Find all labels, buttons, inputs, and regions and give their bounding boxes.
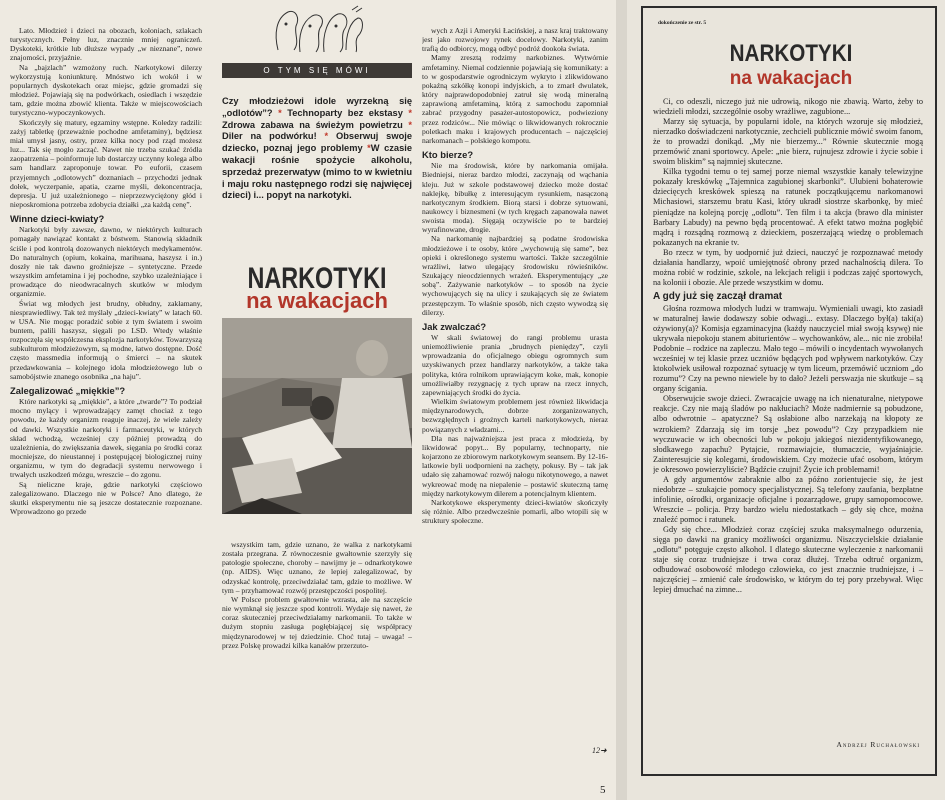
article-column-1: [10, 26, 202, 774]
section-banner: O TYM SIĘ MÓWI: [222, 63, 412, 78]
teaser-star: *: [278, 107, 288, 118]
body-paragraph: Kilka tygodni temu o tej samej porze niemal wszystkie kanały telewizyjne pokazały kreskówkę „Tajemnica zagubionej skarbonki”. Ulubieni bohaterowie dziecięcych kreskówek spieszą na ratunek początkującemu narkomanowi Michasiowi, starszemu bratu Kasi, który ukradł siostrze skarbonkę, by mieć pieniądze na kolejną porcję „odlotu”. Ten film i ta akcja (brawo dla minister Barbary Labudy) na pewno będą procentować. A efekt tatwo można pogłębić mądrą i rozsądną rozmową z dzieckiem, poszerzającą wiedzę o problemach pokazanych na ekranie tv.: [653, 167, 923, 247]
body-paragraph: Bo rzecz w tym, by uodpornić już dzieci, nauczyć je rozpoznawać metody działania handlarzy, wpoić umiejętność obrony przed nachalnością dilera. To można robić w rodzinie, szkole, na lekcjach religii i podczas zajęć sportowych, na kolonii i obozie. Ale przede wszystkim w domu.: [653, 247, 923, 287]
body-paragraph: Narkotyki były zawsze, dawno, w niektórych kulturach pomagały nawiązać kontakt z bóstwem. Stanowią składnik ściśle i pod kontrolą dozowanych niektórych medykamentów. Do naturalnych (opium, kokaina, marihuana, haszysz i in.) doszły nie tak dawno groźniejsze – syntetyczne. Przede wszystkim amfetamina i jej pochodne, szybko uzależniające i prowadzące do nieodwracalnych skutków w młodym organizmie.: [10, 225, 202, 299]
body-paragraph: Lato. Młodzież i dzieci na obozach, koloniach, szlakach turystycznych. Pełny luz, znacznie mniej ograniczeń. Dyskoteki, krótkie lub dłuższe wypady „w nieznane”, nowe znajomości, przyjaźnie.: [10, 26, 202, 63]
continued-page-number: 12: [592, 746, 600, 755]
article-subheadline: na wakacjach: [246, 288, 388, 313]
continued-page-marker: 12➜: [592, 746, 607, 755]
lead-teaser: [222, 96, 412, 202]
body-paragraph: Wielkim światowym problemem jest również likwidacja międzynarodowych, dobrze zorganizowanych, bezwzględnych i groźnych karteli narkotykowych, nieraz powiązanych z władzami...: [422, 397, 608, 434]
section-heading: Winne dzieci-kwiaty?: [10, 213, 105, 225]
body-paragraph: wych z Azji i Ameryki Łacińskiej, a nasz kraj traktowany jest jako rozwojowy rynek docelowy. Narkotyki, zanim trafią do odbiorcy, mogą odbyć podróż dookoła świata.: [422, 26, 608, 54]
teaser-text: W czasie wakacji rośnie spożycie alkoholu, sprzedaż prezerwatyw (mimo to w kwietniu i maju roku następnego rodzi się najwięcej dzieci) i... popyt na narkotyki.: [222, 143, 412, 201]
article-photo: [222, 318, 412, 514]
body-paragraph: Świat wg młodych jest brudny, obłudny, zakłamany, niesprawiedliwy. Tak też myślały „dzieci-kwiaty” w latach 60. w USA. Nie mogąc poradzić sobie z tym światem i swoim buntem, palili haszysz, sięgali po LSD. Wtedy właśnie rozpoczęła się współczesna eksplozja narkotyków. Towarzyszą subkulturom młodzieżowym, są modne, łatwo dostępne. Dość często massmedia informują o śmierci – na skutek przedawkowania – kolejnego idola młodzieżowego lub o samobójstwie znanego osobnika „na haju”.: [10, 298, 202, 381]
illustrated-faces-icon: [270, 4, 366, 56]
body-paragraph: W Polsce problem gwałtownie wzrasta, ale na szczęście nie wymknął się jeszcze spod kontroli. Wydaje się nawet, że coraz skuteczniej przeciwdziałamy narkomanii. To także w dużym stopniu zasługa pogłębiającej się współpracy międzynarodowej w tej dziedzinie. Choć tutaj – uwaga! – przez Polskę prowadzi kilka kanałów przerzuto-: [222, 594, 412, 650]
body-paragraph: Nie ma środowisk, które by narkomania omijała. Biedniejsi, nieraz bardzo młodzi, zaczynają od wąchania kleju. Już w szkole podstawowej dziecko może dostać naklejkę, bibułkę z interesującym rysunkiem, nasączoną narkotycznym środkiem. Biorą starsi i dobrze sytuowani, naukowcy i biznesmeni (w tych kręgach zapanowała nawet swoista moda). Sięgają oczywiście po te bardziej wyrafinowane, drogie.: [422, 161, 608, 235]
body-paragraph: Na „bajzlach” wzmożony ruch. Narkotykowi dilerzy wykorzystują koniunkturę. Mnóstwo ich wokół i w popularnych dyskotekach oraz miejsc, gdzie gromadzi się młodzież. Pojawiają się na podwórkach, osiedlach i wszędzie tam, gdzie można zbowić klienta. Także w miejscowościach turystyczno-wypoczynkowych.: [10, 62, 202, 118]
teaser-text: Czy młodzieżowi idole wyrzekną się „odlotów”?: [222, 96, 412, 118]
article-column-2: [222, 540, 412, 780]
body-paragraph: Dla nas najważniejsza jest praca z młodzieżą, by likwidować popyt... By popularny, technoparty, nie kojarzono ze zbiorowym narkotykowym seansem. By 12-16-latkowie byli uodpornieni na zachęty, pokusy. By – tak jak udało się zahamować rozwój nałogu nikotynowego, a nawet wykreować modę na niepalenie – postawić skuteczną tamę między narkotykowym dilerem a potencjalnym klientem.: [422, 433, 608, 498]
body-paragraph: wszystkim tam, gdzie uznano, że walka z narkotykami została przegrana. Z równoczesnie gwałtownie szerzyły się patologie społeczne, choroby – nawijmy je – odnarkotykowe (np. AIDS). Więc uznano, że lepiej zalegalizować, by odzyskać kontrolę, przeciwdziałać tam, gdzie to możliwe. W tym – przyhamować rozwój przestępczości pospolitej.: [222, 540, 412, 595]
body-paragraph: Które narkotyki są „miękkie”, a które „twarde”? To podział mocno mylący i wprowadzający zamęt chociaż z tego powodu, że każdy organizm reaguje inaczej, że wiele zależy od dawki. Wszystkie narkotyki i farmaceutyki, w których skład wchodzą, wcześniej czy później prowadzą do uzależnienia, do zwiększania dawek, sięgania po środki coraz mocniejsze, do nieustannej i postępującej biologicznej ruiny organizmu, w tym do degradacji systemu nerwowego i trwałych uszkodzeń mózgu, wreszcie – do zgonu.: [10, 397, 202, 480]
section-heading: Jak zwalczać?: [422, 320, 487, 332]
teaser-text: Technoparty bez ekstasy: [287, 107, 409, 118]
continued-subheadline: na wakacjach: [729, 68, 853, 89]
body-paragraph: Gdy się chce... Młodzież coraz częściej szuka maksymalnego odurzenia, sięga po dawki na granicy możliwości organizmu. Niszczycielskie działanie „odlotu” potęguje często alkohol. I dlatego skuteczne wyleczenie z narkomanii staje się coraz trudniejsze i trwa coraz dłużej. Trzeba odtruć organizm, odbudować osobowość młodego człowieka, co jest znacznie trudniejsze, i – najczęściej – zmienić całe środowisko, w którym do tej pory przebywał. Więc lepiej dmuchać na zimne...: [653, 524, 923, 595]
page-number: 5: [600, 784, 606, 796]
section-heading: Zalegalizować „miękkie”?: [10, 384, 126, 396]
teaser-star: *: [408, 107, 413, 118]
author-byline: Andrzej Ruchałowski: [836, 740, 920, 749]
section-heading: A gdy już się zaczął dramat: [653, 290, 783, 302]
article-column-3: [422, 26, 608, 774]
body-paragraph: Obserwujcie swoje dzieci. Zwracajcie uwagę na ich nienaturalne, nietypowe reakcje. Czy nie mają śladów po nakłuciach? Może nadmiernie są pobudzone, albo odwrotnie – apatyczne? Są osłabione albo narzekają na kłopoty ze wzrokiem? Zdarzają się im torsje „bez powodu”? Czy przypadkiem nie wyczuwacie w ich obecności lub w pokoju jakiegoś niezidentyfikowanego, słodkawego zapachu? Pytajcie, rozmawiajcie, tłumaczcie, wyjaśniajcie. Zainteresujcie się kolegami, środowiskiem. Czy możecie ufać osobom, którym je okresowo powierzyliście? Bądźcie czujni! Życie ich problemami!: [653, 394, 923, 474]
section-heading: Kto bierze?: [422, 149, 474, 161]
body-paragraph: Głośna rozmowa młodych ludzi w tramwaju. Wymieniali uwagi, kto zasiadł w maturalnej ławie dodawszy sobie odwagi... extasy. Dlaczego był(a) taki(a) ożywiony(a)? Komisja egzaminacyjna (każdy nauczyciel miał swoją ksywę) nie ukrywała niepokoju stanem abiturientów – wychowanków, ale... nic nie zrobiła! Podobnie – rodzice na zapleczu. Mało tego – mówili o incydentach wywołanych wcześniej w tej klasie przez uczniów będących pod wpływem narkotyków. Czy ktokolwiek usiłował rozpoznać sytuację w tym liceum, przemówić uczniom „do rozumu”? Czy na pewno niewiele by to dało? Jeżeli perswazja nie skutkuje – są organy ścigania.: [653, 303, 923, 394]
body-paragraph: Mamy zresztą rodzimy narkobiznes. Wytwórnie amfetaminy. Niemal codziennie pojawiają się komunikaty: a to w gospodarstwie ogrodniczym wykryto i zlikwidowano pokaźną szkółkę konopi indyjskich, a to zmarł dwulatek, który najprawdopodobniej zatruł się wodą mineralną zaprawioną amfetaminą, którą z samochodu zapomniał zabrać przygodny pasażer-autostopowicz, podwieziony przez rodziców... Nie mówiąc o likwidowanych rokrocznie poletkach maku i krajowych producentach – najczęściej narkomanach – polskiego kompotu.: [422, 53, 608, 145]
continued-headline: NARKOTYKI: [729, 40, 853, 67]
body-paragraph: Ci, co odeszli, niczego już nie udrowią, nikogo nie zbawią. Warto, żeby to wiedzieli młodzi, szczególnie osoby wrażliwe, zagubione...: [653, 97, 923, 117]
continued-article-body: [653, 97, 923, 742]
body-paragraph: Marzy się sytuacja, by popularni idole, na których wzoruje się młodzież, nierzadko doświadczeni narkotycznie, zechcieli publicznie mówić swoim fanom, że to prowadzi donikąd. „My nie bierzemy...” Równie skutecznie mogą przemówić znani sportowcy. Apele: „nie bierz, rujnujesz zdrowie i życie sobie i swoim bliskim” są najmniej skuteczne.: [653, 117, 923, 167]
teaser-star: *: [367, 143, 371, 154]
body-paragraph: W skali światowej do rangi problemu urasta uniemożliwienie prania „brudnych pieniędzy”, czyli wprowadzania do oficjalnego obiegu ogromnych sum uzyskiwanych przez handlarzy narkotyków, a także taka polityka, która rolnikom uprawiającym koke, mak, konopie umożliwiałby rezygnację z tych upraw na rzecz innych, zapewniających środki do życia.: [422, 333, 608, 397]
teaser-star: *: [408, 119, 412, 130]
teaser-star: *: [324, 131, 336, 142]
body-paragraph: Narkotykowe eksperymenty dzieci-kwiatów skończyły się różnie. Albo przedwcześnie pomarli, albo wtopili się w struktury społeczne.: [422, 497, 608, 526]
teaser-text: Zdrowa zabawa na świeżym powietrzu: [222, 119, 409, 130]
body-paragraph: Są nieliczne kraje, gdzie narkotyki częściowo zalegalizowano. Dlaczego nie w Polsce? Ano dlatego, że skutki eksperymentu nie są jeszcze dostatecznie rozpoznane. Wprowadzono go przede: [10, 479, 202, 516]
teaser-text: Diler na podwórku!: [222, 131, 325, 142]
body-paragraph: A gdy argumentów zabraknie albo za późno zorientujecie się, że jest niedobrze – szukajcie pomocy specjalistycznej. Są telefony zaufania, bezpłatne infolinie, ośrodki, organizacje oficjalne i pozarządowe, grupy samopomocowe. Wreszcie – policja. Przy bardzo wielu niedostatkach – gdy się chce, można znaleźć pomoc i ratunek.: [653, 474, 923, 524]
teaser-text: Obserwuj swoje dziecko, poznaj jego problemy: [222, 131, 413, 154]
continuation-note: dokończenie ze str. 5: [658, 20, 707, 26]
body-paragraph: Na narkomanię najbardziej są podatne środowiska młodzieżowe i te osoby, które „wychowują się same”, bez opieki i określonego systemu wartości. Także szczególnie wrażliwi, łatwo ulegający środowisku rówieśników. Szukający nieocdziennych wrażeń. Eksperymentujący „ze sobą”. Zażywanie narkotyków – to sposób na życie wychowujących się na ulicy i szukających się ze światem przestępczym. To właśnie sposób, nich często wywodzą się dilerzy.: [422, 234, 608, 317]
body-paragraph: Skończyły się matury, egzaminy wstępne. Koledzy radzili: zażyj tabletkę (przeważnie pochodne amfetaminy), będziesz miał umysł jasny, ostry, przez kilka nocy pod rząd możesz luz... Tak się mogło zacząć. Nawet nie trzeba szukać źródła zaopatrzenia – poinformuje lub dostarczy uczynny kolega albo sam handlarz zaproponuje towar. Po euforii, czasem przyjemnych „odlotowych” doznaniach – przychodzi jednak dołek, wyczerpanie, apatia, czarne myśli, dekoncentracja, depresja. U już uzależnionego – nieprzezwyciężony głód i nieposkromiona potrzeba zdobycia działki „za każdą cenę”.: [10, 117, 202, 209]
article-headline: NARKOTYKI: [247, 262, 387, 295]
